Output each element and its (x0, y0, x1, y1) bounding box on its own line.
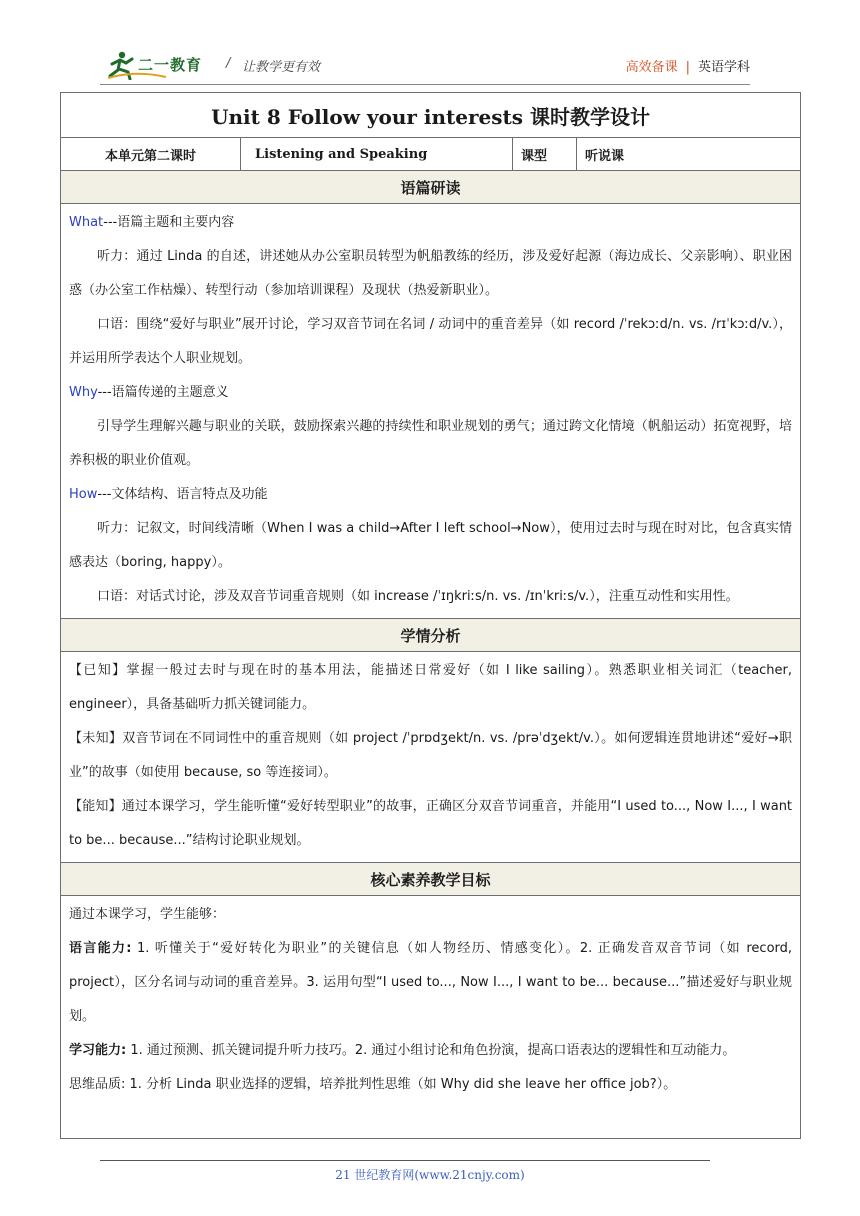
logo-text: 二一教育 (138, 56, 203, 74)
section-heading-student-analysis: 学情分析 (61, 619, 801, 652)
why-rest: ---语篇传递的主题意义 (97, 385, 229, 400)
paragraph-known: 【已知】掌握一般过去时与现在时的基本用法，能描述日常爱好（如 I like sailing）。熟悉职业相关词汇（teacher, engineer），具备基础听力抓关键词能力。 (69, 663, 793, 712)
objective-language (69, 932, 792, 1034)
section-body-objectives (61, 896, 801, 1139)
objective-language-label: 语言能力: (69, 941, 132, 956)
header-slash: / (226, 56, 231, 71)
header-divider (100, 84, 750, 85)
paragraph: 口语：对话式讨论，涉及双音节词重音规则（如 increase /ˈɪŋkriːs/n. vs. /ɪnˈkriːs/v.），注重互动性和实用性。 (97, 589, 739, 604)
section-body-student-analysis (61, 652, 801, 863)
objective-thinking: 思维品质: 1. 分析 Linda 职业选择的逻辑，培养批判性思维（如 Why did she leave her office job?）。 (69, 1077, 677, 1092)
header-tag-subject: 英语学科 (697, 60, 750, 75)
lesson-plan-table (60, 92, 801, 1139)
objective-learning (69, 1034, 792, 1068)
section-heading-text-analysis: 语篇研读 (61, 171, 801, 204)
footer-divider (100, 1160, 710, 1161)
paragraph: 引导学生理解兴趣与职业的关联，鼓励探索兴趣的持续性和职业规划的勇气；通过跨文化情境（帆船运动）拓宽视野，培养积极的职业价值观。 (69, 419, 793, 468)
type-value-cell: 听说课 (577, 138, 801, 171)
what-label: What (69, 215, 104, 230)
objective-learning-label: 学习能力: (69, 1043, 127, 1058)
how-heading (69, 478, 792, 512)
lesson-cell: 本单元第二课时 (61, 138, 241, 171)
header-right (626, 56, 750, 75)
what-rest: ---语篇主题和主要内容 (103, 215, 235, 230)
how-label: How (69, 487, 98, 502)
what-heading (69, 206, 792, 240)
footer-source: 21 世纪教育网(www.21cnjy.com) (335, 1168, 525, 1182)
paragraph: 听力：记叙文，时间线清晰（When I was a child→After I left school→Now），使用过去时与现在时对比，包含真实情感表达（boring, happy）。 (69, 521, 793, 570)
page-header (100, 48, 750, 82)
paragraph-can-know: 【能知】通过本课学习，学生能听懂“爱好转型职业”的故事，正确区分双音节词重音，并能用“I used to..., Now I..., I want to be... because...”结构讨论职业规划。 (69, 799, 793, 848)
paragraph-unknown: 【未知】双音节词在不同词性中的重音规则（如 project /ˈprɒdʒekt/n. vs. /prəˈdʒekt/v.）。如何逻辑连贯地讲述“爱好→职业”的故事（如使用 because, so 等连接词）。 (69, 731, 793, 780)
header-tag-efficient: 高效备课 (625, 60, 678, 75)
why-label: Why (69, 385, 98, 400)
topic-cell: Listening and Speaking (241, 138, 513, 171)
document-title: Unit 8 Follow your interests 课时教学设计 (61, 93, 801, 138)
header-separator: | (685, 60, 690, 75)
objective-language-text: 1. 听懂关于“爱好转化为职业”的关键信息（如人物经历、情感变化）。2. 正确发音双音节词（如 record, project），区分名词与动词的重音差异。3. 运用句型“I used to..., Now I..., I want to be... because...”描述爱好与职业规划。 (69, 941, 793, 1024)
objectives-intro: 通过本课学习，学生能够： (69, 907, 226, 922)
type-label-cell: 课型 (513, 138, 577, 171)
paragraph: 听力：通过 Linda 的自述，讲述她从办公室职员转型为帆船教练的经历，涉及爱好起源（海边成长、父亲影响）、职业困惑（办公室工作枯燥）、转型行动（参加培训课程）及现状（热爱新职业）。 (69, 249, 793, 298)
how-rest: ---文体结构、语言特点及功能 (97, 487, 268, 502)
section-heading-objectives: 核心素养教学目标 (61, 863, 801, 896)
section-body-text-analysis (61, 204, 801, 619)
paragraph: 口语：围绕“爱好与职业”展开讨论，学习双音节词在名词 / 动词中的重音差异（如 record /ˈrekɔːd/n. vs. /rɪˈkɔːd/v.），并运用所学表达个人职业规划。 (69, 317, 793, 366)
header-slogan: 让教学更有效 (242, 60, 321, 75)
objective-learning-text: 1. 通过预测、抓关键词提升听力技巧。2. 通过小组讨论和角色扮演，提高口语表达的逻辑性和互动能力。 (126, 1043, 736, 1058)
why-heading (69, 376, 792, 410)
